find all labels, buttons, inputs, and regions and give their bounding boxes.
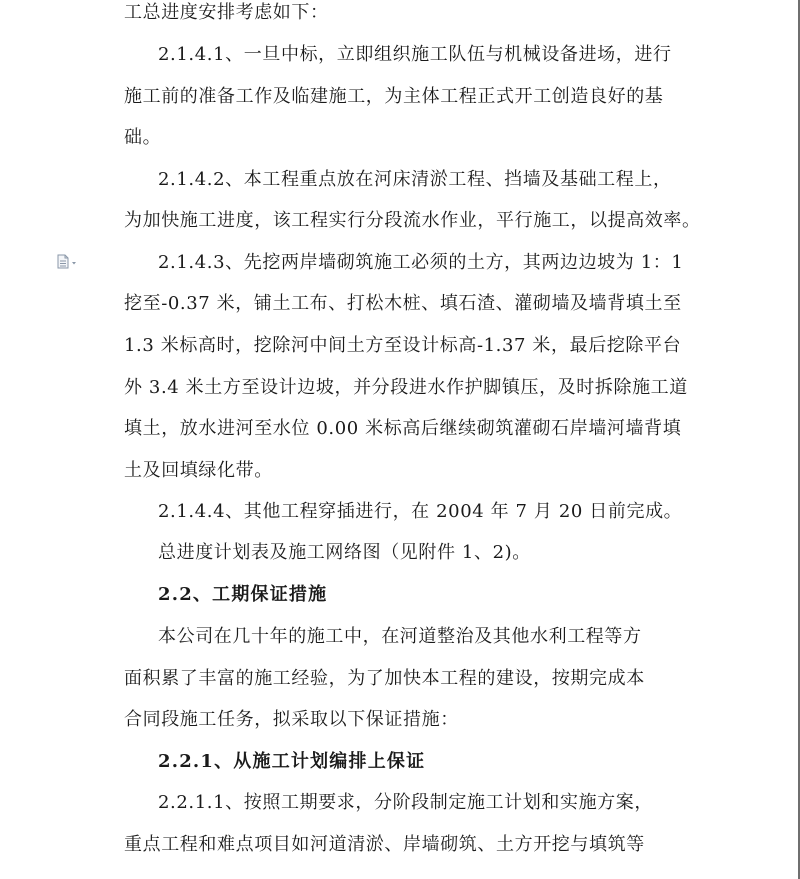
text-line: 面积累了丰富的施工经验，为了加快本工程的建设，按期完成本: [124, 668, 645, 689]
text-line: 施工前的准备工作及临建施工，为主体工程正式开工创造良好的基: [124, 86, 664, 107]
text-line: 填土，放水进河至水位 0.00 米标高后继续砌筑灌砌石岸墙河墙背填: [124, 418, 682, 439]
text-line: 础。: [124, 127, 162, 148]
text-line: 2.1.4.2、本工程重点放在河床清淤工程、挡墙及基础工程上，: [158, 169, 672, 190]
section-heading: 2.2、工期保证措施: [158, 584, 328, 605]
paragraph-marker-button[interactable]: [56, 254, 80, 270]
document-comment-icon: [56, 254, 80, 270]
text-line: 2.1.4.3、先挖两岸墙砌筑施工必须的土方，其两边边坡为 1：1: [158, 252, 684, 273]
text-line: 本公司在几十年的施工中，在河道整治及其他水利工程等方: [158, 626, 642, 647]
text-line: 1.3 米标高时，挖除河中间土方至设计标高-1.37 米，最后挖除平台: [124, 335, 682, 356]
text-line: 外 3.4 米土方至设计边坡，并分段进水作护脚镇压，及时拆除施工道: [124, 377, 688, 398]
text-line: 合同段施工任务，拟采取以下保证措施：: [124, 709, 459, 730]
text-line: 2.2.1.1、按照工期要求，分阶段制定施工计划和实施方案，: [158, 792, 653, 813]
text-line: 2.1.4.4、其他工程穿插进行，在 2004 年 7 月 20 日前完成。: [158, 501, 683, 522]
text-line: 挖至-0.37 米，铺土工布、打松木桩、填石渣、灌砌墙及墙背填土至: [124, 293, 682, 314]
text-line: 2.1.4.1、一旦中标，立即组织施工队伍与机械设备进场，进行: [158, 44, 672, 65]
text-line: 为加快施工进度，该工程实行分段流水作业，平行施工，以提高效率。: [124, 210, 701, 231]
caret-down-icon: [72, 262, 76, 265]
text-line: 重点工程和难点项目如河道清淤、岸墙砌筑、土方开挖与填筑等: [124, 834, 645, 855]
subsection-heading: 2.2.1、从施工计划编排上保证: [158, 751, 426, 772]
text-line: 总进度计划表及施工网络图（见附件 1、2)。: [158, 542, 531, 563]
text-line: 土及回填绿化带。: [124, 460, 273, 481]
text-line: 工总进度安排考虑如下：: [124, 2, 329, 23]
